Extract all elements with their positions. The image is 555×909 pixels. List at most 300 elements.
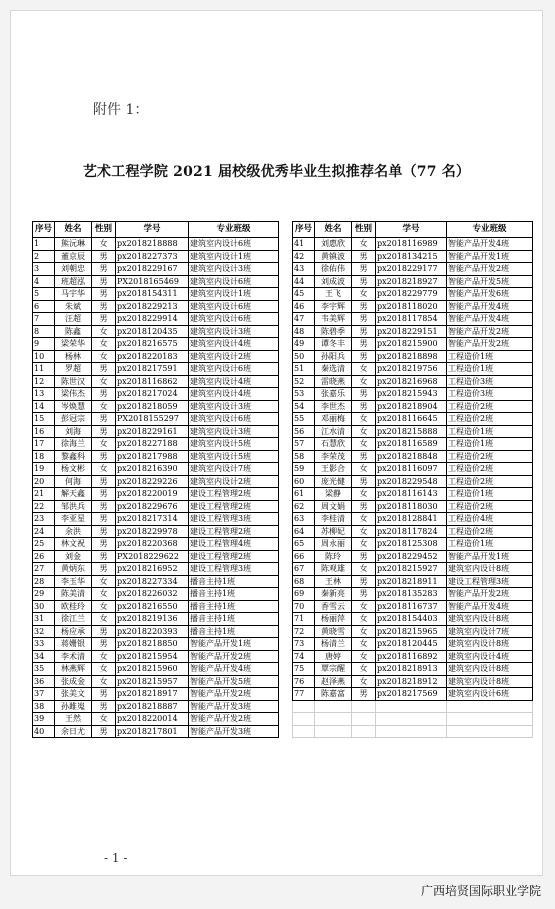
table-row [33, 363, 279, 376]
cell-id: px2018218927 [376, 275, 447, 288]
cell-gender [352, 700, 376, 713]
cell-class: 播音主持1班 [189, 613, 279, 626]
cell-no: 10 [33, 350, 55, 363]
cell-class: 建设工程管理2班 [189, 525, 279, 538]
cell-no: 16 [33, 425, 55, 438]
cell-no: 58 [293, 450, 315, 463]
cell-gender: 女 [352, 375, 376, 388]
table-row [33, 550, 279, 563]
table-row [293, 638, 533, 651]
cell-id: px2018227373 [116, 250, 189, 263]
cell-gender: 女 [352, 638, 376, 651]
cell-class: 智能产品开发3班 [189, 725, 279, 738]
cell-no: 75 [293, 663, 315, 676]
header-class: 专业班级 [189, 222, 279, 238]
cell-id: px2018118030 [376, 500, 447, 513]
cell-no: 76 [293, 675, 315, 688]
cell-class: 智能产品开发4班 [447, 313, 533, 326]
cell-class: 播音主持1班 [189, 575, 279, 588]
table-row [293, 538, 533, 551]
school-name: 广西培贤国际职业学院 [420, 884, 541, 898]
cell-gender: 男 [352, 300, 376, 313]
cell-name: 梁伟杰 [55, 388, 92, 401]
header-no: 序号 [293, 222, 315, 238]
cell-id: px2018229779 [376, 288, 447, 301]
cell-no: 5 [33, 288, 55, 301]
cell-name: 杨文彬 [55, 463, 92, 476]
cell-gender: 男 [92, 275, 116, 288]
cell-name: 邓丽梅 [315, 413, 352, 426]
cell-id: PX2018155297 [116, 413, 189, 426]
cell-gender: 女 [92, 400, 116, 413]
cell-id: px2018220368 [116, 538, 189, 551]
cell-no: 47 [293, 313, 315, 326]
cell-id: px2018218848 [376, 450, 447, 463]
cell-id: px2018229676 [116, 500, 189, 513]
cell-name: 徐海兰 [55, 438, 92, 451]
table-row [293, 400, 533, 413]
table-row [33, 600, 279, 613]
cell-id: px2018217801 [116, 725, 189, 738]
cell-name: 苏柳妃 [315, 525, 352, 538]
cell-class: 建筑室内设计4班 [189, 375, 279, 388]
cell-class: 建筑室内设计1班 [189, 250, 279, 263]
cell-id: px2018116143 [376, 488, 447, 501]
cell-name: 陈鑫 [55, 325, 92, 338]
table-row [293, 588, 533, 601]
cell-name: 岑焕慧 [55, 400, 92, 413]
table-row [293, 575, 533, 588]
cell-no: 59 [293, 463, 315, 476]
cell-gender: 女 [352, 625, 376, 638]
cell-gender: 男 [352, 275, 376, 288]
cell-id: px2018229161 [116, 425, 189, 438]
cell-class [447, 713, 533, 726]
cell-id: px2018229914 [116, 313, 189, 326]
cell-class: 建筑室内设计3班 [189, 400, 279, 413]
cell-class: 工程造价2班 [447, 400, 533, 413]
cell-no: 57 [293, 438, 315, 451]
cell-name: 刘朝忠 [55, 263, 92, 276]
cell-class: 智能产品开发2班 [447, 325, 533, 338]
cell-id: px2018215957 [116, 675, 189, 688]
cell-no: 7 [33, 313, 55, 326]
cell-name: 班超泓 [55, 275, 92, 288]
cell-name: 陈玲 [315, 550, 352, 563]
cell-name: 张美文 [55, 688, 92, 701]
cell-class: 工程造价2班 [447, 475, 533, 488]
cell-no: 11 [33, 363, 55, 376]
cell-class: 播音主持1班 [189, 625, 279, 638]
cell-gender: 男 [92, 363, 116, 376]
cell-no: 38 [33, 700, 55, 713]
cell-name: 罗超 [55, 363, 92, 376]
cell-name: 何海 [55, 475, 92, 488]
cell-gender: 男 [92, 313, 116, 326]
cell-no: 55 [293, 413, 315, 426]
table-row [33, 625, 279, 638]
cell-gender: 男 [92, 250, 116, 263]
cell-class: 建筑室内设计6班 [189, 413, 279, 426]
table-row [293, 488, 533, 501]
cell-name: 李术清 [55, 650, 92, 663]
table-row [33, 688, 279, 701]
cell-class: 智能产品开发2班 [447, 263, 533, 276]
cell-name: 孙雎嵬 [55, 700, 92, 713]
cell-id: px2018220014 [116, 713, 189, 726]
cell-gender: 女 [92, 613, 116, 626]
table-row [293, 388, 533, 401]
cell-id: px2018125308 [376, 538, 447, 551]
cell-gender: 男 [92, 288, 116, 301]
cell-gender: 男 [92, 688, 116, 701]
table-row [33, 388, 279, 401]
cell-no: 26 [33, 550, 55, 563]
cell-id: px2018220019 [116, 488, 189, 501]
table-row [293, 563, 533, 576]
cell-id: px2018229167 [116, 263, 189, 276]
cell-no [293, 713, 315, 726]
cell-no: 71 [293, 613, 315, 626]
cell-gender: 男 [352, 500, 376, 513]
cell-id: px2018128841 [376, 513, 447, 526]
cell-name: 李世杰 [315, 400, 352, 413]
cell-id: px2018118020 [376, 300, 447, 313]
cell-no: 64 [293, 525, 315, 538]
cell-name: 庞光健 [315, 475, 352, 488]
cell-class: 建筑室内设计8班 [447, 638, 533, 651]
table-row [293, 375, 533, 388]
cell-gender: 男 [352, 338, 376, 351]
cell-no: 46 [293, 300, 315, 313]
table-row [293, 525, 533, 538]
cell-no: 45 [293, 288, 315, 301]
cell-gender: 男 [92, 413, 116, 426]
cell-no: 6 [33, 300, 55, 313]
header-name: 姓名 [55, 222, 92, 238]
header-row [33, 222, 279, 238]
cell-id: px2018229452 [376, 550, 447, 563]
cell-gender: 女 [352, 425, 376, 438]
cell-name: 杨丽萍 [315, 613, 352, 626]
cell-name: 刘成波 [315, 275, 352, 288]
cell-id: px2018116645 [376, 413, 447, 426]
table-row [33, 350, 279, 363]
cell-gender: 男 [352, 550, 376, 563]
cell-name: 董京辰 [55, 250, 92, 263]
cell-id: px2018120435 [116, 325, 189, 338]
cell-id: px2018117824 [376, 525, 447, 538]
cell-class [447, 700, 533, 713]
table-row [33, 675, 279, 688]
cell-no: 4 [33, 275, 55, 288]
cell-name: 欧桂玲 [55, 600, 92, 613]
cell-no: 2 [33, 250, 55, 263]
cell-class: 建筑室内设计2班 [189, 475, 279, 488]
header-no: 序号 [33, 222, 55, 238]
cell-name: 王影合 [315, 463, 352, 476]
header-gender: 性别 [352, 222, 376, 238]
cell-gender: 男 [352, 688, 376, 701]
cell-no: 60 [293, 475, 315, 488]
table-row [33, 563, 279, 576]
cell-id: PX2018165469 [116, 275, 189, 288]
cell-class: 建设工程管理3班 [447, 575, 533, 588]
cell-class: 工程造价2班 [447, 463, 533, 476]
cell-id: px2018135283 [376, 588, 447, 601]
cell-gender: 女 [352, 613, 376, 626]
cell-name [315, 713, 352, 726]
cell-gender: 女 [92, 588, 116, 601]
cell-gender [352, 725, 376, 738]
cell-gender: 女 [92, 463, 116, 476]
table-row [33, 413, 279, 426]
cell-class: 建筑室内设计6班 [189, 238, 279, 251]
cell-no: 49 [293, 338, 315, 351]
cell-no: 25 [33, 538, 55, 551]
cell-class: 工程造价1班 [447, 425, 533, 438]
cell-id: px2018116892 [376, 650, 447, 663]
cell-class: 智能产品开发2班 [447, 338, 533, 351]
cell-gender: 女 [92, 675, 116, 688]
cell-no: 14 [33, 400, 55, 413]
cell-id: px2018116862 [116, 375, 189, 388]
cell-gender: 男 [352, 388, 376, 401]
cell-class: 建设工程管理2班 [189, 488, 279, 501]
cell-gender: 女 [352, 650, 376, 663]
table-row [33, 300, 279, 313]
cell-name: 刘惠欣 [315, 238, 352, 251]
table-row [33, 313, 279, 326]
cell-id: px2018217314 [116, 513, 189, 526]
cell-class: 建设工程管理3班 [189, 513, 279, 526]
cell-name: 林文祝 [55, 538, 92, 551]
cell-name: 唐婷 [315, 650, 352, 663]
cell-gender: 男 [92, 450, 116, 463]
cell-no: 15 [33, 413, 55, 426]
table-row [293, 475, 533, 488]
cell-no: 30 [33, 600, 55, 613]
cell-no: 66 [293, 550, 315, 563]
cell-id: px2018229177 [376, 263, 447, 276]
cell-class: 建筑室内设计5班 [189, 438, 279, 451]
cell-id: px2018229548 [376, 475, 447, 488]
cell-name: 石慧欣 [315, 438, 352, 451]
table-row [33, 463, 279, 476]
cell-class: 工程造价1班 [447, 350, 533, 363]
cell-no: 36 [33, 675, 55, 688]
cell-gender: 女 [352, 675, 376, 688]
cell-class: 工程造价1班 [447, 538, 533, 551]
cell-no: 61 [293, 488, 315, 501]
table-row [33, 325, 279, 338]
cell-name [315, 725, 352, 738]
cell-name: 陈美清 [55, 588, 92, 601]
cell-id: px2018120445 [376, 638, 447, 651]
cell-no: 24 [33, 525, 55, 538]
cell-name: 陈世汉 [55, 375, 92, 388]
cell-no: 23 [33, 513, 55, 526]
cell-gender: 女 [352, 438, 376, 451]
cell-gender: 男 [352, 450, 376, 463]
cell-no [293, 725, 315, 738]
cell-id: px2018154403 [376, 613, 447, 626]
table-row [293, 313, 533, 326]
cell-gender: 女 [92, 350, 116, 363]
table-row [33, 650, 279, 663]
cell-class: 工程造价4班 [447, 513, 533, 526]
cell-id: px2018116097 [376, 463, 447, 476]
cell-class: 建筑室内设计8班 [447, 675, 533, 688]
table-row [33, 238, 279, 251]
cell-id: px2018218912 [376, 675, 447, 688]
cell-no: 68 [293, 575, 315, 588]
cell-class: 建设工程管理4班 [189, 538, 279, 551]
cell-name: 邹洪兵 [55, 500, 92, 513]
cell-name: 覃宗醒 [315, 663, 352, 676]
cell-id: px2018227334 [116, 575, 189, 588]
cell-id: px2018216390 [116, 463, 189, 476]
cell-class: 工程造价2班 [447, 413, 533, 426]
cell-class: 智能产品开发1班 [447, 550, 533, 563]
cell-name: 黄镇波 [315, 250, 352, 263]
table-row [33, 488, 279, 501]
cell-gender: 女 [352, 663, 376, 676]
cell-class: 智能产品开发2班 [447, 588, 533, 601]
cell-gender: 男 [352, 575, 376, 588]
cell-class: 播音主持1班 [189, 600, 279, 613]
cell-name: 徐佑伟 [315, 263, 352, 276]
table-row [33, 450, 279, 463]
cell-id: px2018218913 [376, 663, 447, 676]
cell-name: 张成金 [55, 675, 92, 688]
cell-class: 建筑室内设计7班 [189, 463, 279, 476]
cell-id: px2018215965 [376, 625, 447, 638]
cell-class: 建筑室内设计3班 [189, 325, 279, 338]
header-class: 专业班级 [447, 222, 533, 238]
table-row [293, 688, 533, 701]
cell-class: 建筑室内设计4班 [189, 388, 279, 401]
table-row [293, 513, 533, 526]
cell-name: 余洪 [55, 525, 92, 538]
cell-no: 21 [33, 488, 55, 501]
cell-no: 27 [33, 563, 55, 576]
cell-gender: 女 [352, 238, 376, 251]
cell-id: px2018217569 [376, 688, 447, 701]
table-row [293, 613, 533, 626]
cell-id: px2018215943 [376, 388, 447, 401]
cell-no: 9 [33, 338, 55, 351]
cell-gender: 男 [92, 263, 116, 276]
cell-name: 秦选清 [315, 363, 352, 376]
cell-gender: 女 [352, 288, 376, 301]
cell-id: px2018218917 [116, 688, 189, 701]
cell-class: 建筑室内设计8班 [447, 613, 533, 626]
cell-class: 建设工程管理2班 [189, 500, 279, 513]
cell-class: 建筑室内设计6班 [447, 688, 533, 701]
cell-class: 智能产品开发4班 [447, 600, 533, 613]
cell-name: 李宇辉 [315, 300, 352, 313]
cell-class: 工程造价1班 [447, 438, 533, 451]
cell-gender: 女 [352, 413, 376, 426]
cell-name: 赵泽燕 [315, 675, 352, 688]
cell-class: 建筑室内设计2班 [189, 350, 279, 363]
cell-gender: 男 [92, 638, 116, 651]
cell-id: px2018216952 [116, 563, 189, 576]
cell-gender: 男 [352, 250, 376, 263]
cell-gender: 女 [92, 650, 116, 663]
cell-class: 播音主持1班 [189, 588, 279, 601]
cell-id: px2018215960 [116, 663, 189, 676]
cell-no: 35 [33, 663, 55, 676]
cell-name: 刘金 [55, 550, 92, 563]
cell-id: px2018215954 [116, 650, 189, 663]
cell-gender: 女 [352, 513, 376, 526]
cell-id [376, 713, 447, 726]
cell-no: 17 [33, 438, 55, 451]
cell-id: px2018116989 [376, 238, 447, 251]
cell-no: 8 [33, 325, 55, 338]
cell-name: 周永丽 [315, 538, 352, 551]
table-row [33, 713, 279, 726]
cell-gender: 男 [92, 488, 116, 501]
cell-name: 汪超 [55, 313, 92, 326]
cell-name: 解天鑫 [55, 488, 92, 501]
cell-gender: 女 [352, 538, 376, 551]
cell-gender: 男 [92, 550, 116, 563]
cell-id: px2018218888 [116, 238, 189, 251]
cell-no: 28 [33, 575, 55, 588]
cell-no: 70 [293, 600, 315, 613]
cell-no: 32 [33, 625, 55, 638]
cell-name: 黄晓雪 [315, 625, 352, 638]
table-row [293, 300, 533, 313]
cell-no [293, 700, 315, 713]
cell-no: 40 [33, 725, 55, 738]
cell-name: 陈嘉富 [315, 688, 352, 701]
table-row [293, 413, 533, 426]
cell-no: 73 [293, 638, 315, 651]
cell-gender: 女 [352, 363, 376, 376]
cell-no: 63 [293, 513, 315, 526]
cell-no: 51 [293, 363, 315, 376]
cell-name: 李荣茂 [315, 450, 352, 463]
cell-gender [352, 713, 376, 726]
cell-id: px2018217024 [116, 388, 189, 401]
cell-class: 工程造价3班 [447, 388, 533, 401]
table-row [293, 325, 533, 338]
table-row [33, 538, 279, 551]
cell-id: px2018116737 [376, 600, 447, 613]
header-id: 学号 [116, 222, 189, 238]
cell-no: 18 [33, 450, 55, 463]
cell-no: 39 [33, 713, 55, 726]
header-gender: 性别 [92, 222, 116, 238]
cell-class: 建筑室内设计1班 [189, 288, 279, 301]
document-title: 艺术工程学院 2021 届校级优秀毕业生拟推荐名单（77 名） [82, 164, 471, 180]
table-row [33, 575, 279, 588]
table-row [33, 513, 279, 526]
cell-id: px2018116589 [376, 438, 447, 451]
cell-gender: 女 [352, 488, 376, 501]
cell-gender: 女 [92, 575, 116, 588]
table-row [293, 288, 533, 301]
cell-class: 智能产品开发6班 [447, 288, 533, 301]
cell-class: 建筑室内设计6班 [189, 313, 279, 326]
table-row [33, 338, 279, 351]
cell-id: px2018216550 [116, 600, 189, 613]
table-row [293, 263, 533, 276]
